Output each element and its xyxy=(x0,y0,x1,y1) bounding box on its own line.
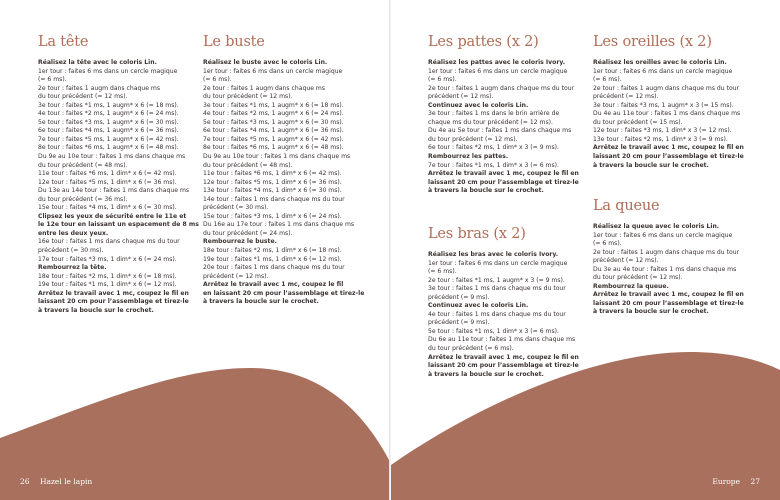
book-title: Hazel le lapin xyxy=(39,477,93,486)
instruction-line: 13e tour : faites *4 ms, 1 dim* x 6 (= 30 ms). xyxy=(203,187,342,195)
instruction-line: Rembourrez la tête. xyxy=(38,264,107,272)
instruction-line: 18e tour : faites *2 ms, 1 dim* x 6 (= 18 ms). xyxy=(38,272,177,280)
instruction-line: précédent (= 9 ms). xyxy=(428,319,490,327)
instruction-line: (= 6 ms). xyxy=(593,76,622,84)
instruction-line: laissant 20 cm pour l’assemblage et tirez-le xyxy=(38,298,189,306)
instruction-line: précédent (= 12 ms). xyxy=(428,93,494,101)
section-name: Europe xyxy=(712,477,741,486)
instruction-line: Du 4e au 5e tour : faites 1 ms dans chaque ms xyxy=(428,127,572,135)
instruction-line: (= 6 ms). xyxy=(593,240,622,248)
instruction-line: 12e tour : faites *3 ms, 1 dim* x 3 (= 12 ms). xyxy=(593,127,732,135)
instruction-line: Arrêtez le travail avec 1 mc, coupez le fil en xyxy=(593,144,744,152)
instruction-line: 2e tour : faites 1 augm dans chaque ms xyxy=(203,84,325,92)
instruction-line: 5e tour : faites *3 ms, 1 augm* x 6 (= 30 ms). xyxy=(38,118,179,126)
instruction-line: 1er tour : faites 6 ms dans un cercle magique xyxy=(203,67,343,75)
instruction-line: 20e tour : faites 1 ms dans chaque ms du tour xyxy=(203,264,345,272)
instruction-line: 18e tour : faites *2 ms, 1 dim* x 6 (= 18 ms). xyxy=(203,247,342,255)
instruction-line: 5e tour : faites *3 ms, 1 augm* x 6 (= 30 ms). xyxy=(203,118,344,126)
instruction-line: 14e tour : faites 1 ms dans chaque ms du tour xyxy=(203,195,345,203)
instruction-line: 3e tour : faites 1 ms dans le brin arrière de xyxy=(428,110,560,118)
instruction-line: chaque ms du tour précédent (= 12 ms). xyxy=(428,118,553,126)
section-instructions xyxy=(203,59,364,307)
instruction-line: 6e tour : faites *2 ms, 1 dim* x 3 (= 9 ms). xyxy=(428,144,559,152)
instruction-line: 16e tour : faites 1 ms dans chaque ms du tour xyxy=(38,238,180,246)
instruction-line: 3e tour : faites *3 ms, 1 augm* x 3 (= 15 ms). xyxy=(593,101,734,109)
section-title: Les pattes (x 2) xyxy=(428,34,539,50)
instruction-line: 1er tour : faites 6 ms dans un cercle magique xyxy=(428,259,568,267)
instruction-line: 1er tour : faites 6 ms dans un cercle magique xyxy=(593,67,733,75)
section-pattes xyxy=(428,33,579,196)
instruction-line: Du 9e au 10e tour : faites 1 ms dans chaque ms xyxy=(38,153,186,161)
instruction-line: précédent (= 30 ms). xyxy=(38,247,104,255)
instruction-line: 13e tour : faites *2 ms, 1 dim* x 3 (= 9 ms). xyxy=(593,135,728,143)
instruction-line: du tour précédent (= 6 ms). xyxy=(428,345,514,353)
section-title: La tête xyxy=(38,34,89,50)
instruction-line: le 12e tour en laissant un espacement de 8 ms xyxy=(38,221,199,229)
section-title: Les bras (x 2) xyxy=(428,226,526,242)
instruction-line: 2e tour : faites 1 augm dans chaque ms du tour xyxy=(593,84,740,92)
instruction-line: 2e tour : faites 1 augm dans chaque ms xyxy=(38,84,160,92)
instruction-line: Réalisez les pattes avec le coloris Ivory. xyxy=(428,59,566,66)
page-number: 27 xyxy=(750,477,760,486)
section-instructions xyxy=(428,251,579,379)
section-bras xyxy=(428,225,579,379)
instruction-line: Arrêtez le travail avec 1 mc, coupez le fil en xyxy=(428,353,579,361)
instruction-line: précédent (= 12 ms). xyxy=(203,272,269,280)
instruction-line: à travers la boucle sur le crochet. xyxy=(593,308,709,316)
instruction-line: à travers la boucle sur le crochet. xyxy=(428,187,544,195)
instruction-line: 6e tour : faites *4 ms, 1 augm* x 6 (= 36 ms). xyxy=(38,127,179,135)
instruction-line: 8e tour : faites *6 ms, 1 augm* x 6 (= 48 ms). xyxy=(38,144,179,152)
instruction-line: Continuez avec le coloris Lin. xyxy=(428,101,529,109)
instruction-line: du tour précédent (= 15 ms). xyxy=(593,118,683,126)
section-instructions xyxy=(593,59,744,170)
page-number: 26 xyxy=(20,477,30,486)
instruction-line: (= 6 ms). xyxy=(203,76,232,84)
instruction-line: 8e tour : faites *6 ms, 1 augm* x 6 (= 48 ms). xyxy=(203,144,344,152)
instruction-line: 11e tour : faites *6 ms, 1 dim* x 6 (= 42 ms). xyxy=(203,170,342,178)
section-title: Les oreilles (x 2) xyxy=(593,34,712,50)
instruction-line: (= 6 ms). xyxy=(428,76,457,84)
instruction-line: (= 6 ms). xyxy=(428,268,457,276)
instruction-line: à travers la boucle sur le crochet. xyxy=(428,370,544,378)
instruction-line: 7e tour : faites *5 ms, 1 augm* x 6 (= 42 ms). xyxy=(203,135,344,143)
section-instructions xyxy=(428,59,579,196)
instruction-line: 11e tour : faites *6 ms, 1 dim* x 6 (= 42 ms). xyxy=(38,170,177,178)
section-queue xyxy=(593,197,744,317)
instruction-line: précédent (= 12 ms). xyxy=(593,257,659,265)
instruction-line: du tour précédent (= 48 ms). xyxy=(203,161,293,169)
instruction-line: Rembourrez le buste. xyxy=(203,238,277,246)
instruction-line: 2e tour : faites *1 ms, 1 augm* x 3 (= 9 ms). xyxy=(428,276,565,284)
instruction-line: 19e tour : faites *1 ms, 1 dim* x 6 (= 12 ms). xyxy=(203,255,342,263)
instruction-line: Réalisez le buste avec le coloris Lin. xyxy=(203,59,328,66)
instruction-line: Réalisez les oreilles avec le coloris Lin. xyxy=(593,59,727,66)
section-instructions xyxy=(593,223,744,317)
instruction-line: laissant 20 cm pour l’assemblage et tirez-le xyxy=(428,362,579,370)
section-buste xyxy=(203,33,364,307)
instruction-line: 6e tour : faites *4 ms, 1 augm* x 6 (= 36 ms). xyxy=(203,127,344,135)
instruction-line: Du 4e au 11e tour : faites 1 ms dans chaque ms xyxy=(593,110,741,118)
instruction-line: 12e tour : faites *5 ms, 1 dim* x 6 (= 36 ms). xyxy=(38,178,177,186)
section-instructions xyxy=(38,59,199,315)
instruction-line: du tour précédent (= 12 ms). xyxy=(38,93,128,101)
instruction-line: à travers la boucle sur le crochet. xyxy=(203,298,319,306)
instruction-line: 3e tour : faites 1 ms dans chaque ms du tour xyxy=(428,285,566,293)
instruction-line: du tour précédent (= 24 ms). xyxy=(203,229,293,237)
instruction-line: 1er tour : faites 6 ms dans un cercle magique xyxy=(38,67,178,75)
left-page-footer xyxy=(20,477,92,486)
instruction-line: Du 13e au 14e tour : faites 1 ms dans chaque ms xyxy=(38,187,190,195)
instruction-line: en laissant 20 cm pour l’assemblage et tirez-le xyxy=(203,289,365,297)
instruction-line: Arrêtez le travail avec 1 mc, coupez le fil en xyxy=(38,289,189,297)
instruction-line: 3e tour : faites *1 ms, 1 augm* x 6 (= 18 ms). xyxy=(203,101,344,109)
instruction-line: Rembourrez les pattes. xyxy=(428,153,509,161)
instruction-line: Arrêtez le travail avec 1 mc, coupez le fil en xyxy=(593,291,744,299)
instruction-line: 3e tour : faites *1 ms, 1 augm* x 6 (= 18 ms). xyxy=(38,101,179,109)
instruction-line: 4e tour : faites *2 ms, 1 augm* x 6 (= 24 ms). xyxy=(203,110,344,118)
instruction-line: 19e tour : faites *1 ms, 1 dim* x 6 (= 12 ms). xyxy=(38,281,177,289)
instruction-line: 12e tour : faites *5 ms, 1 dim* x 6 (= 36 ms). xyxy=(203,178,342,186)
page-gutter xyxy=(389,0,391,500)
instruction-line: précédent (= 9 ms). xyxy=(428,293,490,301)
right-page-footer xyxy=(712,477,760,486)
instruction-line: 4e tour : faites 1 ms dans chaque ms du tour xyxy=(428,310,566,318)
instruction-line: du tour précédent (= 12 ms). xyxy=(203,93,293,101)
section-oreilles xyxy=(593,33,744,170)
instruction-line: Continuez avec le coloris Lin. xyxy=(428,302,529,310)
section-title: La queue xyxy=(593,198,660,214)
section-tete xyxy=(38,33,199,315)
instruction-line: du tour précédent (= 36 ms). xyxy=(38,195,128,203)
instruction-line: Du 3e au 4e tour : faites 1 ms dans chaque ms xyxy=(593,265,737,273)
instruction-line: précédent (= 30 ms). xyxy=(203,204,269,212)
instruction-line: 1er tour : faites 6 ms dans un cercle magique xyxy=(428,67,568,75)
instruction-line: Arrêtez le travail avec 1 mc, coupez le fil en xyxy=(428,170,579,178)
instruction-line: Du 16e au 17e tour : faites 1 ms dans chaque ms xyxy=(203,221,355,229)
instruction-line: Rembourrez la queue. xyxy=(593,282,669,290)
instruction-line: (= 6 ms). xyxy=(38,76,67,84)
instruction-line: 17e tour : faites *3 ms, 1 dim* x 6 (= 24 ms). xyxy=(38,255,177,263)
instruction-line: précédent (= 12 ms). xyxy=(593,93,659,101)
instruction-line: laissant 20 cm pour l’assemblage et tirez-le xyxy=(593,153,744,161)
instruction-line: du tour précédent (= 12 ms). xyxy=(428,135,518,143)
instruction-line: 15e tour : faites *3 ms, 1 dim* x 6 (= 24 ms). xyxy=(203,212,342,220)
instruction-line: 2e tour : faites 1 augm dans chaque ms du tour xyxy=(428,84,575,92)
instruction-line: 2e tour : faites 1 augm dans chaque ms du tour xyxy=(593,248,740,256)
instruction-line: du tour précédent (= 12 ms). xyxy=(593,274,683,282)
instruction-line: Réalisez la queue avec le coloris Lin. xyxy=(593,223,720,230)
instruction-line: 1er tour : faites 6 ms dans un cercle magique xyxy=(593,231,733,239)
instruction-line: à travers la boucle sur le crochet. xyxy=(593,161,709,169)
instruction-line: 4e tour : faites *2 ms, 1 augm* x 6 (= 24 ms). xyxy=(38,110,179,118)
instruction-line: Réalisez les bras avec le coloris Ivory. xyxy=(428,251,559,258)
instruction-line: Du 9e au 10e tour : faites 1 ms dans chaque ms xyxy=(203,153,351,161)
instruction-line: Clipsez les yeux de sécurité entre le 11e et xyxy=(38,212,187,220)
section-title: Le buste xyxy=(203,34,265,50)
instruction-line: laissant 20 cm pour l’assemblage et tirez-le xyxy=(428,178,579,186)
instruction-line: Réalisez la tête avec le coloris Lin. xyxy=(38,59,157,66)
instruction-line: 5e tour : faites *1 ms, 1 dim* x 3 (= 6 ms). xyxy=(428,327,559,335)
instruction-line: 7e tour : faites *1 ms, 1 dim* x 3 (= 6 ms). xyxy=(428,161,559,169)
instruction-line: Arrêtez le travail avec 1 mc, coupez le fil xyxy=(203,281,344,289)
instruction-line: entre les deux yeux. xyxy=(38,229,109,237)
instruction-line: du tour précédent (= 48 ms). xyxy=(38,161,128,169)
instruction-line: Du 6e au 11e tour : faites 1 ms dans chaque ms xyxy=(428,336,576,344)
instruction-line: 15e tour : faites *4 ms, 1 dim* x 6 (= 30 ms). xyxy=(38,204,177,212)
instruction-line: laissant 20 cm pour l’assemblage et tirez-le xyxy=(593,299,744,307)
instruction-line: à travers la boucle sur le crochet. xyxy=(38,306,154,314)
instruction-line: 7e tour : faites *5 ms, 1 augm* x 6 (= 42 ms). xyxy=(38,135,179,143)
